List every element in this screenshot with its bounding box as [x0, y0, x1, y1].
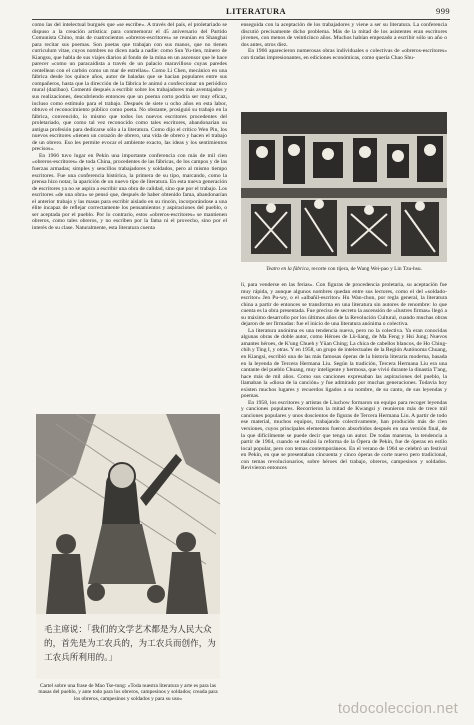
paragraph: En 1966 aparecieron numerosas obras individuales o colectivas de «obreros-escritores» con tiradas impresionantes, en ediciones económicas, como quería Chao Shu- [241, 48, 447, 61]
page-number: 999 [436, 6, 450, 16]
page-header [32, 5, 450, 20]
caption-credit: recorte con tijera, de Wang Wei-pao y Lin Tzu-hsu. [310, 266, 422, 272]
paragraph: como las del intelectual burgués que «se escribe». A través del país, el proletariado se dispuso a la creación artística: para conmemorar el 45 aniversario del Partido Comunista Chino, más de cuatrocientos «obreros-escritores» se reunían en Shanghai para recitar sus poemas. Son poetas que trabajan con sus manos, que no tienen curriculum vitae, cuyos nombres no dicen nada a nadie: como Sun Yu-tien, minero de Kiangsu, que habla de sus viajes diarios al fondo de la mina en un ascensor que le hace parecer «como un paracaidista a través de un palacio maravilloso cuyas paredes centellean con el carbón como un mar de estrellas». Como Li Chen, mecánico en una fábrica desde los quince años, autor de baladas que se hacían populares entre sus compañeros, hasta que la dirección de la fábrica le animó a confeccionar un periódico mural (dazibao). Comentó después a escribir sobre los trabajadores más aventajados y sus realizaciones, descubriendo entonces que un poema corto podría ser muy eficaz, incluso como estímulo para el trabajo. Después de siete u ocho años en esta labor, obtuvo el reconocimiento público como poeta. No obstante, prosiguió su trabajo en la fábrica, convencido, lo mismo que todos los nuevos escritores procedentes del proletariado, que como tal vez reconocido como tales escritores, abandonarían su antigua profesión para dedicarse sólo a la literatura. Como dijo el crítico Wen Pin, los nuevos escritores «tienen un corazón de obrero, una vida de obrero y hacen el trabajo de un obrero. Eso les permite evocar el ambiente exacto, las ideas y los sentimientos precisos». [32, 22, 227, 153]
poster-text-line-3: 工农兵所利用的。」 [44, 653, 118, 663]
poster-text-line-2: 的，首先是为工农兵的，为工农兵而创作，为 [44, 639, 216, 649]
papercut-caption [241, 266, 447, 272]
poster-image [36, 414, 220, 679]
watermark-logo: todocoleccion.net [337, 700, 458, 717]
right-column-text-bottom [241, 282, 447, 690]
caption-title: Teatro en la fábrica, [266, 266, 311, 272]
left-column-text [32, 22, 227, 412]
papercut-illustration [241, 112, 447, 262]
paragraph: enseguida con la aceptación de los trabajadores y viene a ser su literatura. La conferencia discutió precisamente dicho problema. Más de la mitad de los asistentes eran escritores jóvenes, con menos de veinticinco años. Muchos habían empezado a escribir sólo un año o dos antes, otros diez. [241, 22, 447, 48]
poster-text-line-1: 毛主席说：「我们的文学艺术都是为人民大众 [44, 625, 212, 635]
propaganda-poster [36, 414, 220, 679]
paragraph: La literatura anónima es una tendencia nueva, pero no la colectiva. Ya eran conocidas algunas obras de doble autor, como Héroes de Lü-liang, de Ma Feng y Hsi Jung; Nuevos amantes héroes, de K'ung Chueh y Yüan Ching; La chica de cabellos blancos, de Ho Ching-chih y Ting I, y otras. Y en 1958, un grupo de intelectuales de la Región Autónoma Chuang, en Kiangsi, escribió una de las más famosas óperas de la historia literaria moderna, basada en la leyenda de Tercera Hermana Liu. Según la tradición, Tercera Hermana Liu era una cantante del pueblo Chuang, muy inteligente y hermosa, que vivió durante la dinastía T'ang, hace más de mil años. Como sus canciones expresaban las aspiraciones del pueblo, la llamaban la «diosa de la canción» y fue admirado por muchas generaciones. Todavía hoy existen muchos lugares y recuerdos ligados a su nombre, de su canto, de sus leyendas y poemas. [241, 327, 447, 400]
paragraph: En 1966 tuvo lugar en Pekín una importante conferencia con más de mil cien «obreros-escritores» de toda China, procedentes de las fábricas, de los campos y de las fuerzas armadas; simples y sencillos trabajadores y soldados, pero al mismo tiempo escritores. Fue una conferencia histórica, la primera de su tipo, marcando, como la prensa hizo notar, la aparición de un nuevo tipo de literatura. En esta nueva generación de escritores ya no se aspira a escribir una obra de calidad, sino que por el trabajo. Los escritores «de una obra» se pensó que, después de haber obtenido fama, abandonarían el anterior trabajo y las masas para escribir aislado en su rincón, incorporándose a una élite incapaz de reflejar correctamente los pensamientos y aspiraciones del pueblo, o ser aceptada por el pueblo. Por lo contrario, estos «obreros-escritores» se mantienen obreros, como tales obreros, y no escriben por la fama ni el provecho, sino por el interés de su clase. Naturalmente, esta literatura cuenta [32, 152, 227, 231]
paragraph: En 1958, los escritores y artistas de Liuchow formaron un equipo para recoger leyendas y canciones populares. Recorrieron la mitad de Kwangsi y reunieron más de trece mil canciones populares y unos doscientos de figuras de Tercera Hermana Liu. A partir de todo ese material, muchos equipos, trabajando colectivamente, han producido más de cien versiones, cuyos principales elementos fueron absorbidos después en una versión final, de la que difícilmente se puede decir que tenga un autor. De todas maneras, la tendencia a partir de 1964, cuando se realizó la reforma de la Ópera de Pekín, fue de óperas en estilo local popular, pero con temas contemporáneos. En el verano de 1964 se celebró un festival en Pekín, en que se presentaban cincuenta y cinco óperas de corte nuevo pero tradicional, con temas revolucionarios, sobre héroes del trabajo, obreros, campesinos y soldados. Revivieron entonces [241, 399, 447, 472]
poster-caption: Cartel sobre una frase de Mao Tse-tung: «Toda nuestra literatura y arte es para las masas del pueblo, y ante todo para los obreros, campesinos y soldados; creada para los obreros, campesinos y soldados y para su uso» [38, 683, 218, 702]
paragraph: li, para venderse en las ferias». Con figuras de procedencia proletaria, su aceptación fue muy rápida, y aunque algunos nombres quedan entre sus lectores, como el del «soldado-escritor» Jen Pu-wy, o el «albañil-escritor» Hu Wan-chun, por regla general, la literatura china a partir de entonces se transforma en una literatura sin autores de renombre: lo que cuenta es la obra presentada. Fue preciso de secreto la ascensión de «ilustres firmas» llegó a su máximo desarrollo por los últimos años de la Revolución Cultural, cuando muchas obras dejaron de ser firmadas: fue el inicio de una literatura anónima o colectiva. [241, 282, 447, 328]
papercut-image [241, 112, 447, 262]
right-column-text-top [241, 22, 447, 109]
running-title: LITERATURA [226, 6, 287, 16]
